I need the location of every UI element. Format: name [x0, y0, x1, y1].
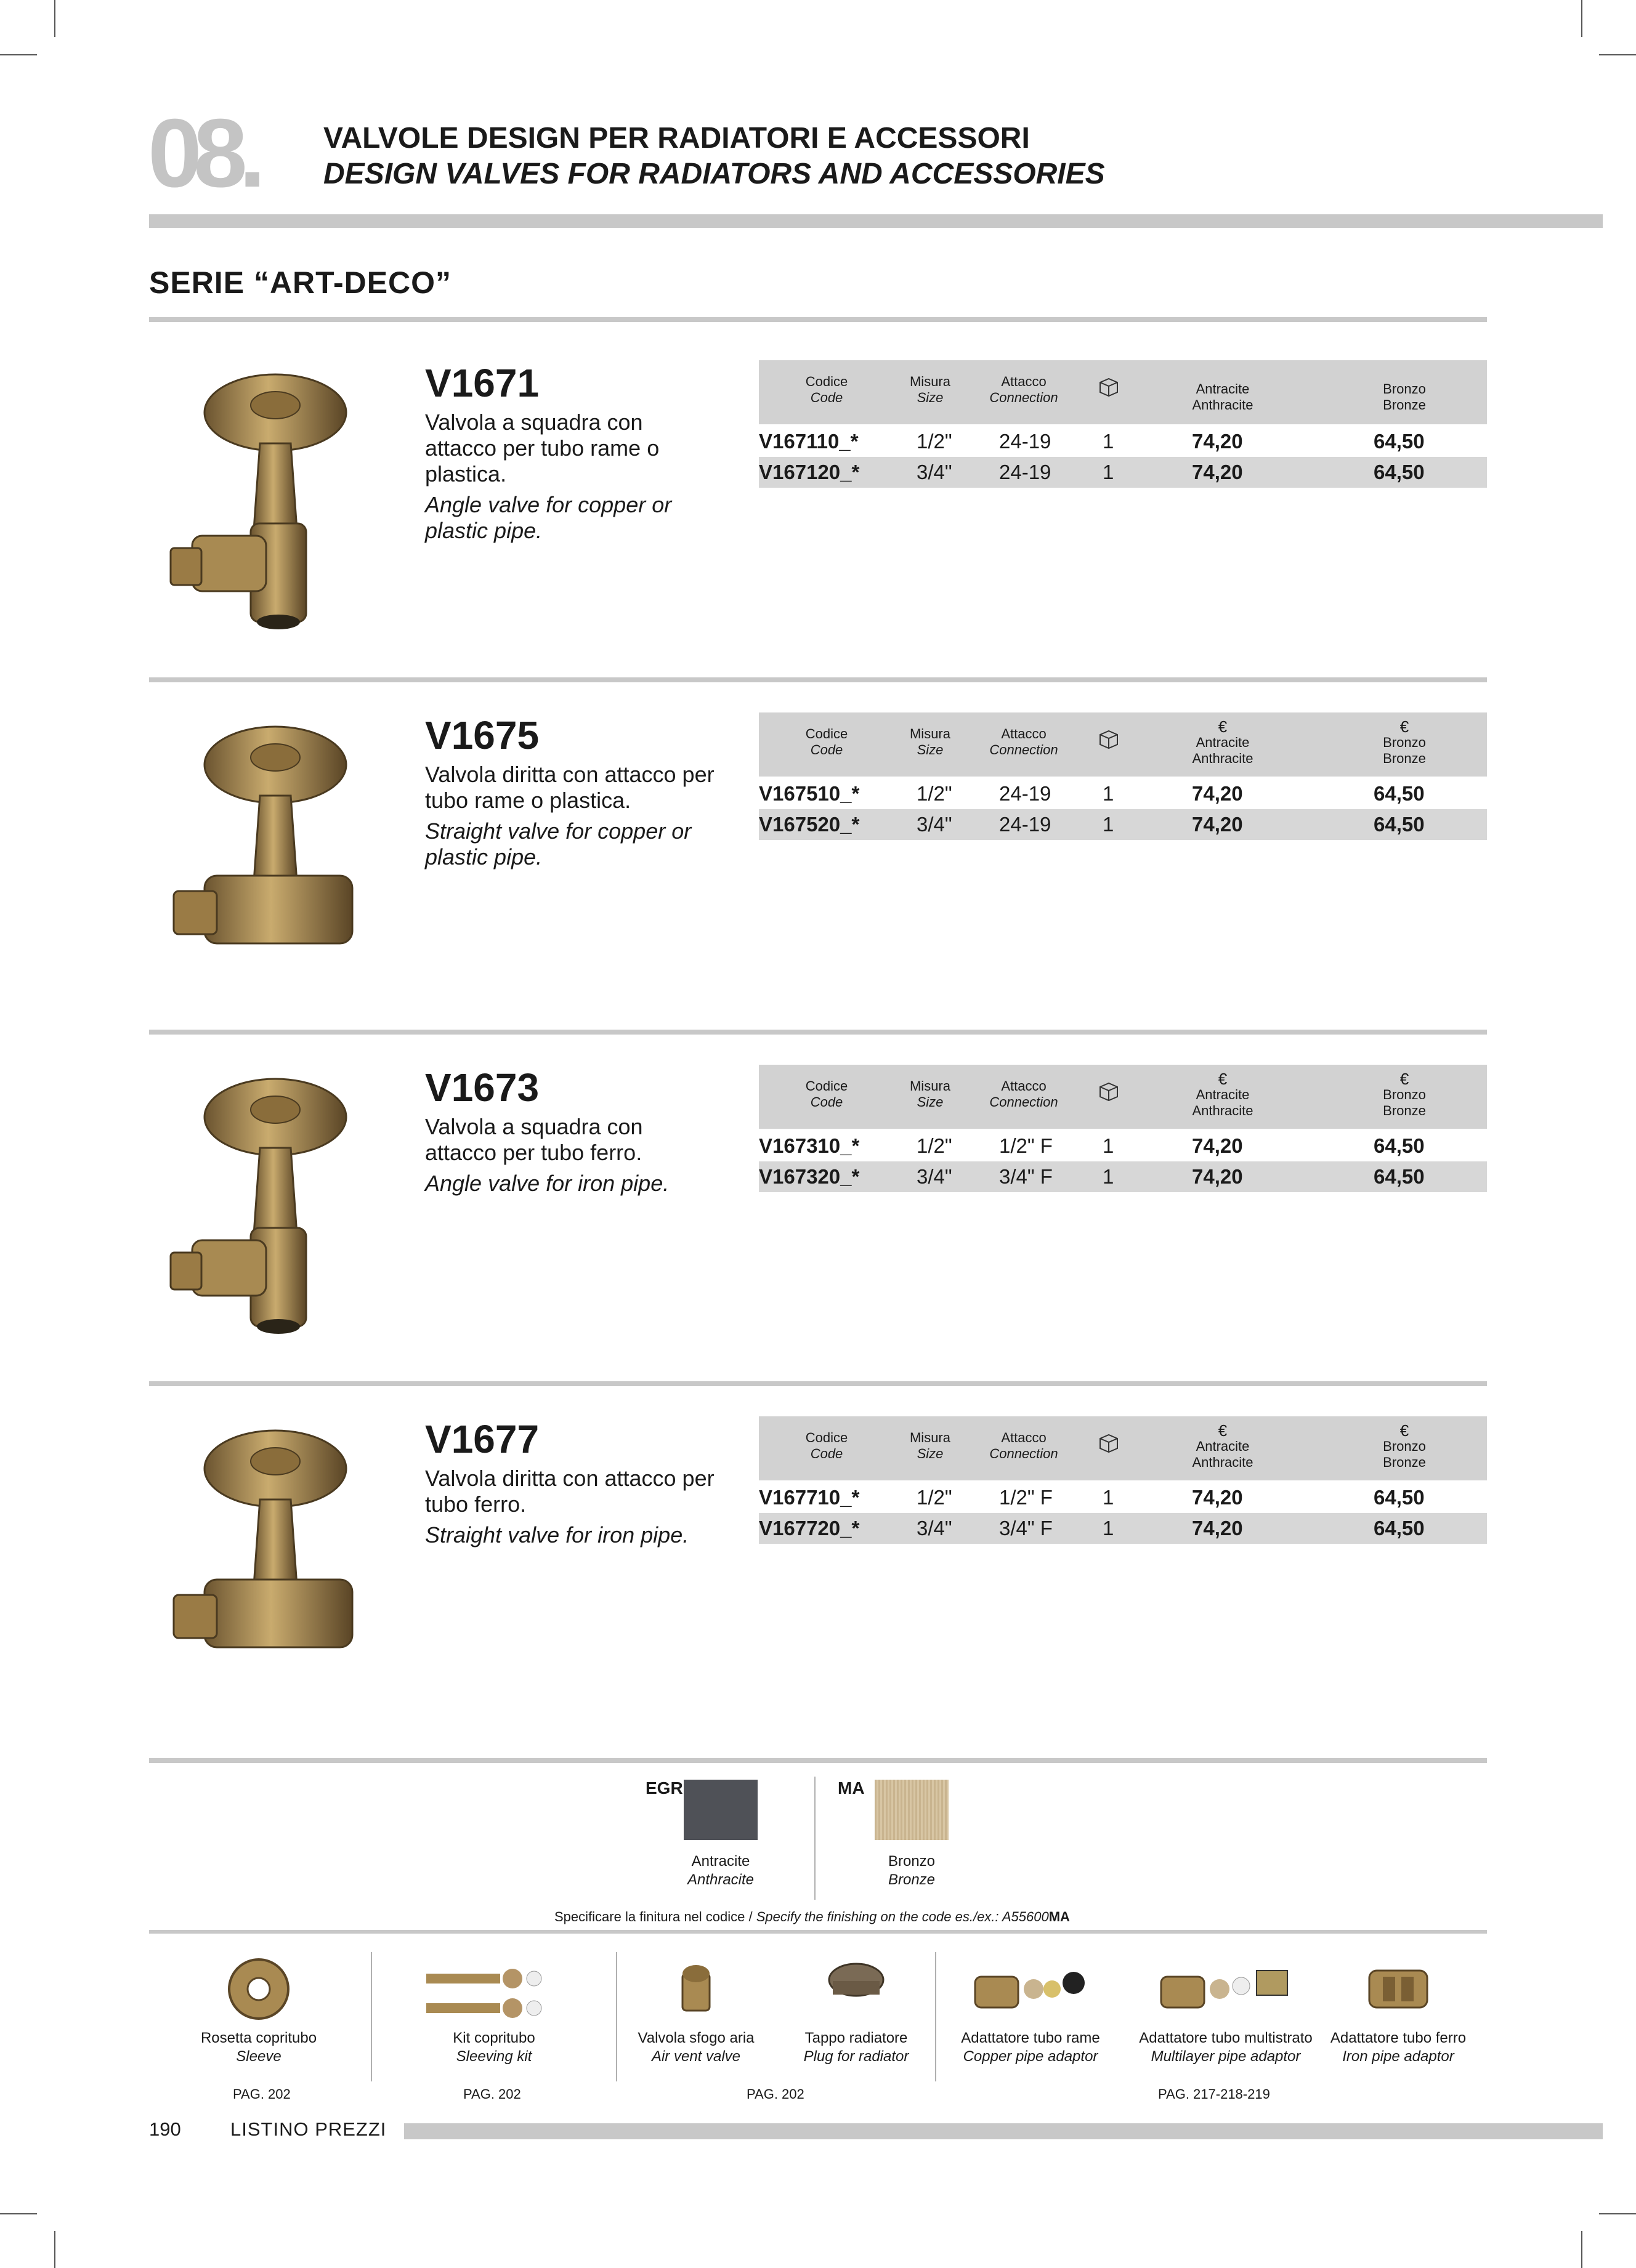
product-description-it: Valvola diritta con attacco per tubo ferro.	[425, 1466, 715, 1517]
product-description	[425, 1466, 715, 1548]
col-bronze-en: Bronze	[1383, 1455, 1426, 1470]
col-code-en: Code	[810, 742, 843, 757]
price-table	[759, 712, 1487, 840]
row-code: V167110_*	[759, 430, 859, 453]
page-number: 190	[149, 2118, 181, 2140]
col-anthracite-it: Antracite	[1196, 1087, 1250, 1102]
chapter-number: 08.	[148, 99, 257, 208]
accessory-divider	[371, 1952, 372, 2081]
chapter-title-en: DESIGN VALVES FOR RADIATORS AND ACCESSORIES	[323, 158, 1105, 190]
box-icon	[1096, 376, 1121, 401]
col-size-it: Misura	[909, 1078, 950, 1094]
accessory-name-it: Valvola sfogo aria	[638, 2030, 755, 2046]
col-bronze	[1343, 1423, 1466, 1471]
accessory-name-en: Iron pipe adaptor	[1342, 2048, 1454, 2065]
finish-name-en: Bronze	[888, 1871, 936, 1888]
row-quantity: 1	[1103, 1517, 1114, 1540]
product-description-it: Valvola a squadra con attacco per tubo rame o plastica.	[425, 410, 660, 486]
crop-mark	[54, 0, 55, 37]
col-size	[899, 726, 961, 758]
col-size	[899, 374, 961, 406]
anthracite-swatch	[684, 1780, 758, 1840]
product-description-it: Valvola a squadra con attacco per tubo ferro.	[425, 1114, 643, 1165]
col-connection	[981, 1430, 1067, 1462]
product-code: V1673	[425, 1065, 540, 1110]
box-icon	[1096, 1432, 1121, 1457]
crop-mark	[54, 2231, 55, 2268]
row-size: 3/4"	[917, 813, 952, 836]
row-connection: 1/2" F	[999, 1486, 1053, 1509]
currency-symbol: €	[1218, 717, 1228, 736]
row-size: 3/4"	[917, 1517, 952, 1540]
price-table	[759, 1416, 1487, 1544]
price-table	[759, 360, 1487, 488]
col-code-en: Code	[810, 390, 843, 405]
row-size: 1/2"	[917, 1134, 952, 1157]
col-size	[899, 1430, 961, 1462]
row-connection: 3/4" F	[999, 1165, 1053, 1188]
currency-symbol: €	[1218, 1070, 1228, 1088]
col-bronze-en: Bronze	[1383, 751, 1426, 766]
finish-name-bronze	[838, 1852, 986, 1889]
col-bronze	[1343, 719, 1466, 767]
box-icon	[1096, 728, 1121, 753]
accessory-name	[628, 2029, 764, 2066]
section-divider	[149, 677, 1487, 682]
finish-code-anthracite: EGR	[646, 1778, 683, 1798]
col-connection-it: Attacco	[1001, 1078, 1047, 1094]
copper-adaptor-icon	[969, 1955, 1092, 2020]
product-photo	[168, 722, 371, 993]
row-connection: 24-19	[999, 461, 1051, 483]
accessory-divider	[935, 1952, 936, 2081]
col-bronze	[1343, 381, 1466, 413]
bronze-swatch	[875, 1780, 949, 1840]
row-size: 3/4"	[917, 461, 952, 483]
product-block	[149, 1065, 1487, 1385]
col-anthracite	[1161, 719, 1284, 767]
table-row	[759, 457, 1487, 488]
row-code: V167510_*	[759, 782, 860, 805]
row-code: V167710_*	[759, 1486, 860, 1509]
product-block	[149, 712, 1487, 1033]
col-connection-en: Connection	[989, 390, 1058, 405]
col-anthracite-en: Anthracite	[1192, 1455, 1253, 1470]
crop-mark	[1599, 54, 1636, 55]
price-table-header	[759, 712, 1487, 778]
row-price-bronze: 64,50	[1374, 1517, 1425, 1540]
price-table-header	[759, 360, 1487, 426]
row-quantity: 1	[1103, 782, 1114, 805]
sleeve-icon	[225, 1955, 293, 2026]
row-price-anthracite: 74,20	[1192, 1517, 1243, 1540]
crop-mark	[1581, 2231, 1582, 2268]
col-connection-en: Connection	[989, 742, 1058, 757]
row-price-anthracite: 74,20	[1192, 1486, 1243, 1509]
accessory-name	[941, 2029, 1120, 2066]
currency-symbol: €	[1399, 1070, 1409, 1088]
col-connection	[981, 1078, 1067, 1110]
accessory-item	[377, 1955, 611, 2084]
row-quantity: 1	[1103, 1486, 1114, 1509]
col-bronze-it: Bronzo	[1383, 1439, 1426, 1454]
table-row	[759, 1161, 1487, 1192]
footer-bar	[404, 2123, 1603, 2139]
col-code-it: Codice	[805, 1078, 848, 1094]
product-description-it: Valvola diritta con attacco per tubo rame o plastica.	[425, 762, 715, 813]
row-price-bronze: 64,50	[1374, 813, 1425, 836]
price-table-header	[759, 1416, 1487, 1482]
col-code-it: Codice	[805, 726, 848, 741]
product-block	[149, 1416, 1487, 1737]
iron-adaptor-icon	[1364, 1955, 1432, 2020]
finish-name-en: Anthracite	[687, 1871, 755, 1888]
finish-code-bronze: MA	[838, 1778, 865, 1798]
table-row	[759, 778, 1487, 809]
finish-note	[554, 1909, 1070, 1925]
col-code	[790, 726, 864, 758]
sleeving-kit-icon	[414, 1955, 574, 2026]
accessory-name	[764, 2029, 949, 2066]
table-row	[759, 1482, 1487, 1513]
col-size	[899, 1078, 961, 1110]
row-price-bronze: 64,50	[1374, 1165, 1425, 1188]
col-code	[790, 374, 864, 406]
accessory-item	[1121, 1955, 1330, 2084]
row-code: V167720_*	[759, 1517, 860, 1540]
col-size-it: Misura	[909, 374, 950, 389]
finish-note-code: MA	[1048, 1909, 1070, 1924]
finish-name-anthracite	[647, 1852, 795, 1889]
price-table	[759, 1065, 1487, 1192]
currency-symbol: €	[1399, 717, 1409, 736]
accessory-name-en: Multilayer pipe adaptor	[1151, 2048, 1301, 2065]
row-connection: 3/4" F	[999, 1517, 1053, 1540]
col-size-it: Misura	[909, 1430, 950, 1445]
accessory-name-en: Air vent valve	[651, 2048, 741, 2065]
col-bronze-en: Bronze	[1383, 397, 1426, 413]
col-bronze-en: Bronze	[1383, 1103, 1426, 1118]
section-divider	[149, 317, 1487, 322]
col-anthracite	[1161, 1071, 1284, 1119]
currency-symbol: €	[1218, 1421, 1228, 1440]
col-bronze-it: Bronzo	[1383, 1087, 1426, 1102]
row-price-anthracite: 74,20	[1192, 461, 1243, 483]
box-icon	[1096, 1081, 1121, 1105]
product-code: V1671	[425, 361, 540, 405]
col-connection-en: Connection	[989, 1094, 1058, 1110]
accessory-item	[941, 1955, 1120, 2084]
product-description-en: Straight valve for iron pipe.	[425, 1522, 689, 1548]
product-photo	[168, 1426, 371, 1697]
page-ref: PAG. 202	[463, 2086, 521, 2102]
product-code: V1677	[425, 1417, 540, 1461]
product-code: V1675	[425, 713, 540, 757]
col-code-en: Code	[810, 1094, 843, 1110]
accessory-divider	[616, 1952, 617, 2081]
row-connection: 24-19	[999, 430, 1051, 453]
row-code: V167520_*	[759, 813, 860, 836]
row-code: V167120_*	[759, 461, 860, 483]
accessory-name-it: Rosetta copritubo	[200, 2030, 317, 2046]
col-bronze	[1343, 1071, 1466, 1119]
product-description-en: Straight valve for copper or plastic pipe.	[425, 818, 692, 870]
col-anthracite	[1161, 1423, 1284, 1471]
row-price-bronze: 64,50	[1374, 1134, 1425, 1157]
accessory-item	[764, 1955, 949, 2084]
plug-icon	[825, 1955, 887, 2014]
row-size: 1/2"	[917, 430, 952, 453]
col-size-en: Size	[917, 742, 944, 757]
accessory-name-en: Copper pipe adaptor	[963, 2048, 1098, 2065]
accessory-name-en: Sleeve	[236, 2048, 281, 2065]
row-size: 3/4"	[917, 1165, 952, 1188]
accessory-name	[1121, 2029, 1330, 2066]
crop-mark	[0, 54, 37, 55]
accessory-name	[1318, 2029, 1478, 2066]
product-block	[149, 360, 1487, 680]
chapter-title	[323, 121, 1105, 192]
section-divider	[149, 1381, 1487, 1386]
section-divider	[149, 1030, 1487, 1035]
col-code-en: Code	[810, 1446, 843, 1461]
product-description-en: Angle valve for iron pipe.	[425, 1171, 670, 1196]
row-price-bronze: 64,50	[1374, 461, 1425, 483]
product-photo	[168, 1074, 371, 1345]
col-size-en: Size	[917, 390, 944, 405]
row-price-anthracite: 74,20	[1192, 813, 1243, 836]
accessory-name-it: Kit copritubo	[453, 2030, 535, 2046]
crop-mark	[0, 2213, 37, 2214]
section-divider	[149, 1930, 1487, 1934]
accessory-name-en: Sleeving kit	[456, 2048, 532, 2065]
section-divider	[149, 1758, 1487, 1763]
col-anthracite-it: Antracite	[1196, 1439, 1250, 1454]
accessory-item	[166, 1955, 351, 2084]
crop-mark	[1599, 2213, 1636, 2214]
row-price-anthracite: 74,20	[1192, 1165, 1243, 1188]
row-quantity: 1	[1103, 430, 1114, 453]
accessory-name	[166, 2029, 351, 2066]
row-connection: 24-19	[999, 813, 1051, 836]
row-price-anthracite: 74,20	[1192, 430, 1243, 453]
price-table-header	[759, 1065, 1487, 1131]
col-bronze-it: Bronzo	[1383, 735, 1426, 750]
row-price-anthracite: 74,20	[1192, 1134, 1243, 1157]
finish-name-it: Bronzo	[888, 1853, 936, 1870]
crop-mark	[1581, 0, 1582, 37]
row-quantity: 1	[1103, 1165, 1114, 1188]
product-photo	[168, 369, 371, 640]
air-vent-icon	[671, 1955, 721, 2020]
accessory-name-it: Adattatore tubo ferro	[1330, 2030, 1467, 2046]
row-quantity: 1	[1103, 1134, 1114, 1157]
finish-note-it: Specificare la finitura nel codice /	[554, 1909, 756, 1924]
col-code	[790, 1078, 864, 1110]
page-ref: PAG. 202	[233, 2086, 291, 2102]
accessory-name-it: Tappo radiatore	[804, 2030, 908, 2046]
table-row	[759, 1131, 1487, 1161]
col-anthracite-en: Anthracite	[1192, 1103, 1253, 1118]
col-anthracite-it: Antracite	[1196, 735, 1250, 750]
footer-title: LISTINO PREZZI	[230, 2118, 387, 2140]
table-row	[759, 426, 1487, 457]
col-anthracite	[1161, 381, 1284, 413]
page-ref: PAG. 217-218-219	[1158, 2086, 1270, 2102]
col-code-it: Codice	[805, 1430, 848, 1445]
row-quantity: 1	[1103, 813, 1114, 836]
finish-name-it: Antracite	[691, 1853, 750, 1870]
row-price-anthracite: 74,20	[1192, 782, 1243, 805]
col-bronze-it: Bronzo	[1383, 381, 1426, 397]
col-anthracite-en: Anthracite	[1192, 397, 1253, 413]
row-quantity: 1	[1103, 461, 1114, 483]
multilayer-adaptor-icon	[1155, 1955, 1297, 2020]
row-connection: 24-19	[999, 782, 1051, 805]
series-title: SERIE “ART-DECO”	[149, 265, 452, 300]
col-connection	[981, 374, 1067, 406]
col-connection-en: Connection	[989, 1446, 1058, 1461]
row-price-bronze: 64,50	[1374, 782, 1425, 805]
row-connection: 1/2" F	[999, 1134, 1053, 1157]
row-code: V167320_*	[759, 1165, 860, 1188]
product-description	[425, 410, 715, 544]
table-row	[759, 1513, 1487, 1544]
accessory-name-it: Adattatore tubo multistrato	[1139, 2030, 1313, 2046]
col-code-it: Codice	[805, 374, 848, 389]
col-size-it: Misura	[909, 726, 950, 741]
row-size: 1/2"	[917, 782, 952, 805]
col-connection-it: Attacco	[1001, 726, 1047, 741]
accessory-name-en: Plug for radiator	[803, 2048, 909, 2065]
row-price-bronze: 64,50	[1374, 430, 1425, 453]
finish-note-en: Specify the finishing on the code es./ex.: A55600	[756, 1909, 1049, 1924]
currency-symbol: €	[1399, 1421, 1409, 1440]
col-code	[790, 1430, 864, 1462]
table-row	[759, 809, 1487, 840]
header-bar	[149, 214, 1603, 228]
col-size-en: Size	[917, 1446, 944, 1461]
page-ref: PAG. 202	[747, 2086, 804, 2102]
col-connection-it: Attacco	[1001, 374, 1047, 389]
accessory-name	[377, 2029, 611, 2066]
row-price-bronze: 64,50	[1374, 1486, 1425, 1509]
finish-divider	[814, 1777, 816, 1900]
col-anthracite-en: Anthracite	[1192, 751, 1253, 766]
accessory-item	[1318, 1955, 1478, 2084]
chapter-title-it: VALVOLE DESIGN PER RADIATORI E ACCESSORI	[323, 122, 1030, 155]
col-connection	[981, 726, 1067, 758]
product-description-en: Angle valve for copper or plastic pipe.	[425, 492, 672, 543]
accessory-item	[628, 1955, 764, 2084]
accessory-name-it: Adattatore tubo rame	[961, 2030, 1100, 2046]
col-connection-it: Attacco	[1001, 1430, 1047, 1445]
col-anthracite-it: Antracite	[1196, 381, 1250, 397]
product-description	[425, 762, 715, 870]
product-description	[425, 1114, 715, 1197]
row-code: V167310_*	[759, 1134, 860, 1157]
col-size-en: Size	[917, 1094, 944, 1110]
row-size: 1/2"	[917, 1486, 952, 1509]
